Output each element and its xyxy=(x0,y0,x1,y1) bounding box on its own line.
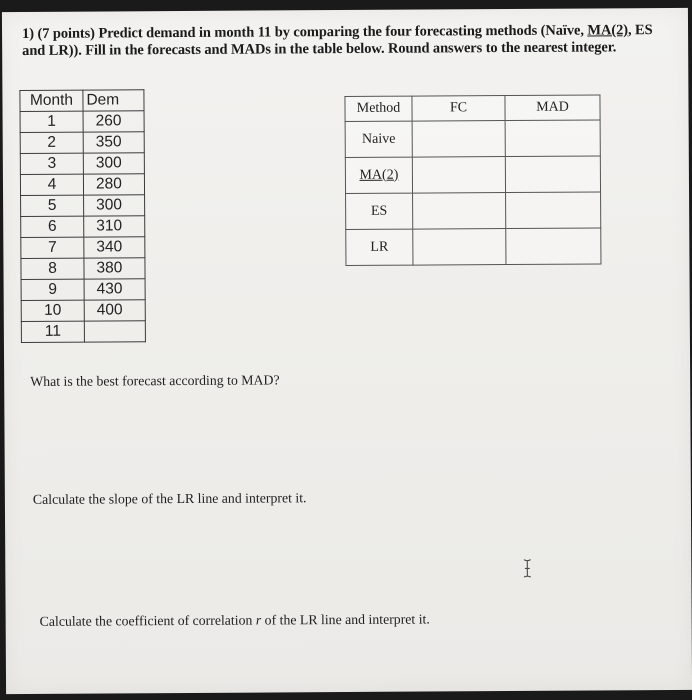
question-ma-label: MA(2) xyxy=(587,22,628,39)
table-row xyxy=(345,120,600,158)
method-table xyxy=(344,94,601,266)
method-name-cell xyxy=(345,157,412,193)
method-header-fc: FC xyxy=(412,96,505,122)
correlation-variable-r: r xyxy=(255,612,262,628)
correlation-question xyxy=(40,611,430,629)
table-row xyxy=(346,228,601,266)
method-name-cell: LR xyxy=(346,229,413,265)
question-prompt xyxy=(22,22,678,60)
table-row xyxy=(20,111,144,133)
demand-cell: 300 xyxy=(84,195,145,216)
mad-cell[interactable] xyxy=(506,228,601,265)
method-name-ma2: MA(2) xyxy=(359,167,399,183)
method-table-header xyxy=(345,95,600,122)
month-cell: 5 xyxy=(21,195,84,216)
demand-cell: 340 xyxy=(84,237,145,258)
forecast-cell[interactable] xyxy=(413,229,506,266)
question-points: (7 points) xyxy=(37,25,95,42)
question-text-a: Predict demand in month 11 by comparing the four forecasting methods (Naïve, xyxy=(98,22,584,42)
demand-cell: 280 xyxy=(83,174,144,195)
correlation-text-b: of the LR line and interpret it. xyxy=(264,611,430,628)
forecast-cell[interactable] xyxy=(412,121,505,158)
demand-cell: 300 xyxy=(83,153,144,174)
demand-cell: 260 xyxy=(83,111,144,132)
demand-cell: 400 xyxy=(84,300,145,321)
correlation-text-a: Calculate the coefficient of correlation xyxy=(39,612,253,629)
month-cell: 1 xyxy=(20,111,83,132)
month-cell: 11 xyxy=(21,321,84,342)
demand-table-header xyxy=(20,90,144,112)
mad-cell[interactable] xyxy=(505,156,600,193)
table-row xyxy=(21,195,145,217)
month-cell: 4 xyxy=(20,174,83,195)
mad-cell[interactable] xyxy=(505,120,600,157)
table-row xyxy=(21,300,145,322)
demand-header-month: Month xyxy=(20,90,83,111)
demand-cell: 350 xyxy=(83,132,144,153)
month-cell: 6 xyxy=(21,216,84,237)
table-row xyxy=(21,279,145,301)
month-cell: 10 xyxy=(21,300,84,321)
forecast-cell[interactable] xyxy=(413,193,506,230)
demand-table xyxy=(19,89,146,343)
month-cell: 3 xyxy=(20,153,83,174)
table-row xyxy=(21,321,145,343)
mad-cell[interactable] xyxy=(506,192,601,229)
question-text-b: , ES and LR)). Fill in the forecasts and MADs in the table below. Round answers to the nearest integer. xyxy=(22,22,653,59)
table-row xyxy=(21,258,145,280)
demand-cell: 310 xyxy=(84,216,145,237)
demand-header-dem: Dem xyxy=(83,90,144,111)
method-name-cell: Naive xyxy=(345,121,412,157)
month-cell: 9 xyxy=(21,279,84,300)
method-name-cell: ES xyxy=(346,193,413,229)
worksheet-page xyxy=(2,8,692,694)
table-row xyxy=(346,192,601,230)
table-row xyxy=(21,216,145,238)
table-row xyxy=(20,153,144,175)
demand-cell-empty xyxy=(84,321,145,342)
demand-cell: 430 xyxy=(84,279,145,300)
month-cell: 8 xyxy=(21,258,84,279)
method-header-method: Method xyxy=(345,96,412,121)
month-cell: 7 xyxy=(21,237,84,258)
method-header-mad: MAD xyxy=(505,95,600,121)
question-number: 1) xyxy=(22,25,34,42)
table-row xyxy=(21,237,145,259)
table-row xyxy=(345,156,600,194)
demand-cell: 380 xyxy=(84,258,145,279)
table-row xyxy=(20,174,144,196)
forecast-cell[interactable] xyxy=(412,157,505,194)
month-cell: 2 xyxy=(20,132,83,153)
slope-question: Calculate the slope of the LR line and interpret it. xyxy=(32,490,307,507)
best-mad-question: What is the best forecast according to MAD? xyxy=(30,372,280,389)
text-cursor-icon xyxy=(522,559,532,578)
table-row xyxy=(20,132,144,154)
